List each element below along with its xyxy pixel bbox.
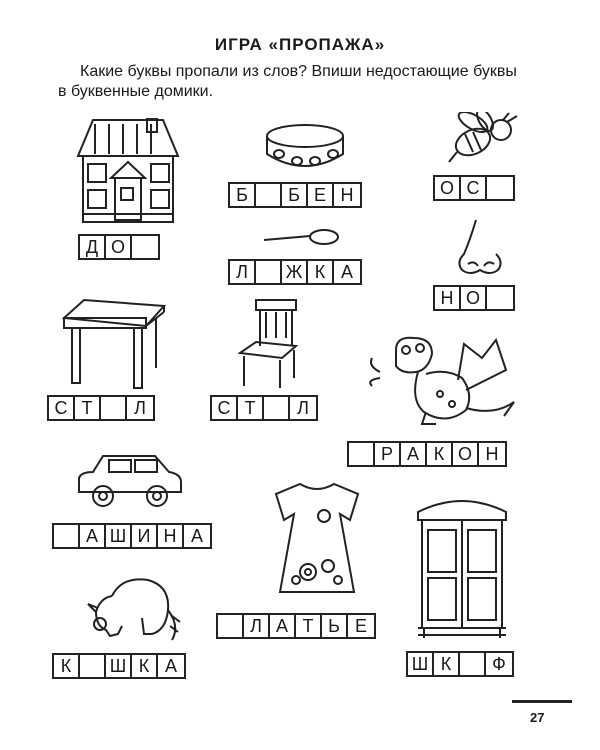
- letter-cell: О: [435, 177, 461, 199]
- blank-letter-cell[interactable]: [256, 261, 282, 283]
- instruction-text: [58, 62, 570, 102]
- blank-letter-cell[interactable]: [487, 287, 513, 309]
- blank-letter-cell[interactable]: [256, 184, 282, 206]
- letter-cell: И: [132, 525, 158, 547]
- word-box-stol: [47, 395, 155, 421]
- letter-cell: Л: [230, 261, 256, 283]
- letter-cell: Ф: [492, 654, 506, 674]
- word-box-platye: [216, 613, 376, 639]
- page-title: ИГРА «ПРОПАЖА»: [214, 35, 386, 54]
- letter-cell: О: [453, 443, 479, 465]
- letter-cell: Л: [297, 398, 309, 418]
- letter-cell: Н: [435, 287, 461, 309]
- instruction-line-1: Какие буквы пропали из слов? Впиши недостающие буквы: [80, 63, 517, 80]
- dragon-icon: [366, 330, 518, 430]
- word-box-dom: [78, 234, 160, 260]
- word-box-shkaf: [406, 651, 514, 677]
- word-box-stul: [210, 395, 318, 421]
- blank-letter-cell[interactable]: [460, 653, 486, 675]
- letter-cell: Е: [354, 616, 367, 636]
- letter-cell: С: [49, 397, 75, 419]
- word-box-lozhka: [228, 259, 362, 285]
- letter-cell: Б: [282, 184, 308, 206]
- letter-cell: С: [461, 177, 487, 199]
- letter-cell: Н: [340, 185, 354, 205]
- letter-cell: Н: [485, 444, 499, 464]
- blank-letter-cell[interactable]: [349, 443, 375, 465]
- letter-cell: Б: [230, 184, 256, 206]
- table-icon: [62, 298, 167, 390]
- letter-cell: А: [401, 443, 427, 465]
- wasp-icon: [443, 112, 523, 167]
- letter-cell: Т: [238, 397, 264, 419]
- chair-icon: [236, 298, 301, 390]
- blank-letter-cell[interactable]: [54, 525, 80, 547]
- letter-cell: А: [190, 526, 203, 546]
- letter-cell: Ь: [322, 615, 348, 637]
- letter-cell: А: [340, 262, 353, 282]
- letter-cell: К: [132, 655, 158, 677]
- house-icon: [73, 118, 183, 226]
- letter-cell: Ш: [408, 653, 434, 675]
- letter-cell: С: [212, 397, 238, 419]
- blank-letter-cell[interactable]: [264, 397, 290, 419]
- word-box-nos: [433, 285, 515, 311]
- letter-cell: Т: [75, 397, 101, 419]
- blank-letter-cell[interactable]: [132, 236, 158, 258]
- letter-cell: К: [427, 443, 453, 465]
- letter-cell: О: [461, 287, 487, 309]
- blank-letter-cell[interactable]: [487, 177, 513, 199]
- letter-cell: Е: [308, 184, 334, 206]
- letter-cell: К: [54, 655, 80, 677]
- page-number: 27: [530, 710, 545, 725]
- spoon-icon: [262, 228, 342, 250]
- letter-cell: О: [106, 236, 132, 258]
- letter-cell: Н: [158, 525, 184, 547]
- car-icon: [75, 452, 185, 510]
- word-box-buben: [228, 182, 362, 208]
- letter-cell: А: [80, 525, 106, 547]
- letter-cell: Л: [244, 615, 270, 637]
- footer-divider: [512, 700, 572, 703]
- instruction-line-2: в буквенные домики.: [58, 83, 214, 100]
- wardrobe-icon: [412, 490, 512, 640]
- letter-cell: Р: [375, 443, 401, 465]
- word-box-mashina: [52, 523, 212, 549]
- letter-cell: А: [270, 615, 296, 637]
- letter-cell: Ш: [106, 655, 132, 677]
- word-box-osa: [433, 175, 515, 201]
- letter-cell: К: [434, 653, 460, 675]
- letter-cell: Ж: [282, 261, 308, 283]
- letter-cell: А: [164, 656, 177, 676]
- letter-cell: Л: [134, 398, 146, 418]
- cat-icon: [82, 570, 182, 642]
- letter-cell: Д: [80, 236, 106, 258]
- blank-letter-cell[interactable]: [80, 655, 106, 677]
- word-box-drakon: [347, 441, 507, 467]
- letter-cell: К: [308, 261, 334, 283]
- blank-letter-cell[interactable]: [218, 615, 244, 637]
- nose-icon: [452, 218, 508, 276]
- word-box-koshka: [52, 653, 186, 679]
- letter-cell: Ш: [106, 525, 132, 547]
- letter-cell: Т: [296, 615, 322, 637]
- dress-icon: [262, 480, 372, 598]
- blank-letter-cell[interactable]: [101, 397, 127, 419]
- tambourine-icon: [263, 122, 348, 170]
